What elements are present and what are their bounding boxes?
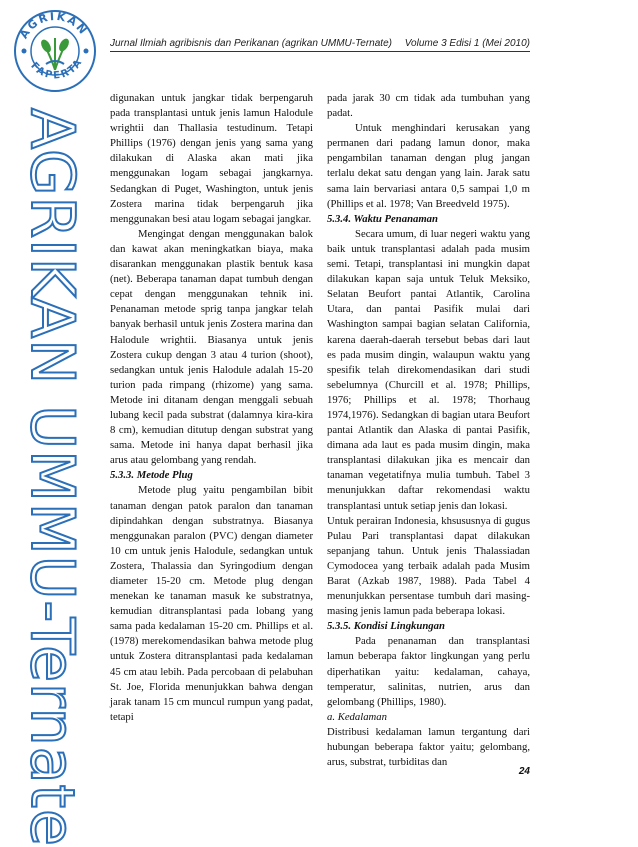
logo-seal-icon xyxy=(12,8,98,94)
paragraph: Untuk menghindari kerusakan yang permanen dari padang lamun donor, maka pengambilan tanaman dengan plug jangan terlalu dekat satu dengan yang lain. Jarak satu sama lain bervariasi antara 0,5 sampai 1,0 m (Phillips et al. 1978; Van Breedveld 1975). xyxy=(327,122,530,210)
journal-logo xyxy=(12,8,98,94)
subsection-heading: a. Kedalaman xyxy=(327,710,387,723)
paragraph: Untuk perairan Indonesia, khsususnya di gugus Pulau Pari transplantasi dapat dilakukan sepanjang tahun. Untuk jenis Thalassiadan Cymodocea yang terbaik adalah pada Musim Barat (Azkab 1987, 1988). Pada Tabel 4 menunjukkan persentase tumbuh dari masing-masing jenis lamun pada beberapa lokasi. xyxy=(327,514,530,618)
side-title xyxy=(17,108,87,847)
page-number: 24 xyxy=(518,766,530,777)
right-column xyxy=(327,91,530,770)
side-title-text: AGRIKAN UMMU-Ternate xyxy=(17,108,87,847)
paragraph: Distribusi kedalaman lamun tergantung dari hubungan beberapa faktor yaitu; gelombang, arus, substrat, turbiditas dan xyxy=(327,725,530,769)
svg-text:FAPERTA: FAPERTA xyxy=(28,56,86,82)
paragraph: Mengingat dengan menggunakan balok dan kawat akan meningkatkan biaya, maka disarankan menggunakan plastik bentuk kasa (net). Beberapa tanaman dapat tumbuh dengan cepat dengan menggunakan tehnik ini. Penanaman metode sprig tanpa jangkar telah banyak berhasil untuk jenis Zostera marina dan Halodule wrightii. Biasanya untuk jenis Zostera cukup dengan 3 atau 4 turion (shoot), sedangkan untuk jenis Halodule adalah 15-20 turion pada rimpang (rhizome) yang sama. Metode ini ditanam dengan menggali sebuah lubang kecil pada substrat (dalamnya kira-kira 8 cm), kemudian ditutup dengan substrat yang sama. Metode ini hanya dapat berhasil jika arus atau gelombang yang rendah. xyxy=(110,227,313,467)
paragraph: digunakan untuk jangkar tidak berpengaruh pada transplantasi untuk jenis lamun Halodule wrightii dan Thallasia testudinum. Tetapi Phillips (1976) dengan jenis yang sama yang dilakukan di Alaska akan mati jika menggunakan logam sebagai jangkarnya. Sedangkan di Puget, Washington, untuk jenis Zostera marina tidak berpengaruh jika menggunakan besi atau logam sebagai jangkar. xyxy=(110,92,313,225)
paragraph: Pada penanaman dan transplantasi lamun beberapa faktor lingkungan yang perlu diperhatikan yaitu: kedalaman, cahaya, temperatur, salinitas, nutrien, arus dan gelombang (Phillips, 1980). xyxy=(327,635,530,708)
journal-name: Jurnal Ilmiah agribisnis dan Perikanan (agrikan UMMU-Ternate) xyxy=(110,38,392,49)
paragraph: Secara umum, di luar negeri waktu yang baik untuk transplantasi adalah pada musim semi. Tetapi, transplantasi ini mungkin dapat dilakukan kapan saja untuk Teluk Meksiko, Selatan Beufort pantai Atlantik, Carolina Utara, dan pantai Pasifik mulai dari Washington sampai bagian selatan California, karena daerah-daerah tersebut bebas dari laut es pada musim dingin, walaupun waktu yang spesifik telah direkomendasikan dari studi sebelumnya (Churcill et al. 1978; Phillips, 1976; Phillips et al. 1978; Thorhaug 1974,1976). Sedangkan di bagian utara Beufort pantai Atlantik dan Alaska di pantai Pasifik, dimana ada laut es pada musim dingin, maka transplantasi dilakukan jika es mencair dan tanaman vegetatifnya mulia tumbuh. Tabel 3 menunjukkan daftar rekomendasi waktu transplantasi untuk setiap jenis dan lokasi. xyxy=(327,227,530,512)
left-column xyxy=(110,91,313,725)
section-heading: 5.3.4. Waktu Penanaman xyxy=(327,212,438,225)
paragraph: Metode plug yaitu pengambilan bibit tanaman dengan patok paralon dan tanaman dipindahkan dengan substratnya. Biasanya menggunakan paralon (PVC) dengan diameter 10 cm untuk jenis Halodule, sedangkan untuk Zostera, Thalassia dan Syringodium dengan diameter 15-20 cm. Metode plug dengan menekan ke tanaman masuk ke substratnya, kemudian ditransplantasi pada lobang yang sama pada kedalaman 15-20 cm. Phillips et al. (1978) merekomendasikan bahwa metode plug untuk Zostera ditransplantasi pada kedalaman 45 cm atau lebih. Pada percobaan di pelabuhan St. Joe, Florida menunjukkan bahwa dengan jarak tanam 15 cm muncul rumpun yang padat, tetapi xyxy=(110,484,313,723)
section-heading: 5.3.5. Kondisi Lingkungan xyxy=(327,620,445,633)
svg-text:AGRIKAN: AGRIKAN xyxy=(17,9,91,41)
volume-info: Volume 3 Edisi 1 (Mei 2010) xyxy=(404,38,530,49)
header-rule xyxy=(110,51,530,52)
paragraph: pada jarak 30 cm tidak ada tumbuhan yang padat. xyxy=(327,92,530,120)
section-heading: 5.3.3. Metode Plug xyxy=(110,469,193,482)
